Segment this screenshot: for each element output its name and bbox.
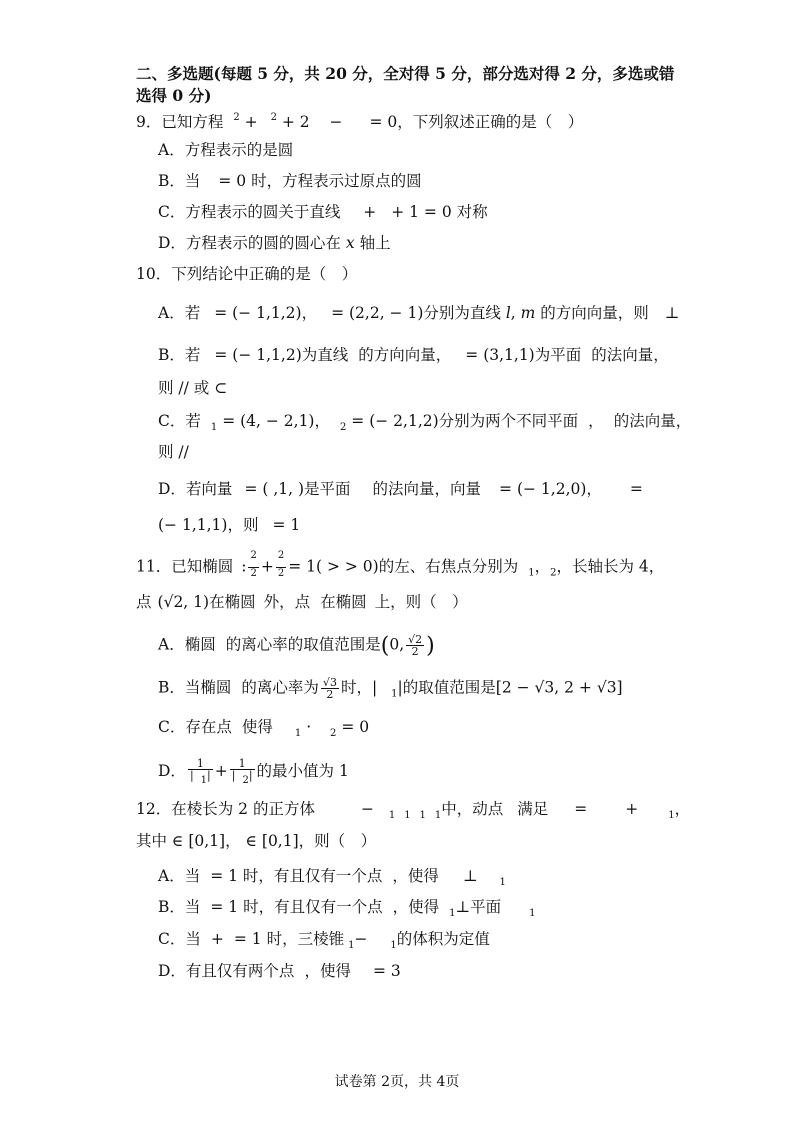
q11-a-frac: $\frac{√2}{2}$ xyxy=(408,633,423,658)
q10-option-c-cont: 则 // xyxy=(158,443,189,461)
q9-option-d: D．方程表示的圆的圆心在 x 轴上 xyxy=(158,234,391,252)
q9-stem: 9．已知方程 $^2$ + $^2$ + 2 − = 0，下列叙述正确的是（ ） xyxy=(136,112,584,131)
q9-option-c: C．方程表示的圆关于直线 + + 1 = 0 对称 xyxy=(158,203,488,221)
q12-option-d: D．有且仅有两个点 ，使得 = 3 xyxy=(158,962,401,980)
q10-stem: 10．下列结论中正确的是（ ） xyxy=(136,265,358,283)
q11-option-a: A．椭圆 的离心率的取值范围是(0, $\frac{√2}{2}$ ) xyxy=(158,633,435,659)
q9-option-a: A．方程表示的是圆 xyxy=(158,141,294,159)
q12-option-a: A．当 = 1 时，有且仅有一个点 ，使得 ⊥ $_1$ xyxy=(158,867,506,888)
q12-stem: 12．在棱长为 2 的正方体 − $_1$ $_1$ $_1$ $_1$中，动点 满足 = + $_1$， xyxy=(136,800,691,821)
q10-option-d-cont: (− 1,1,1)，则 = 1 xyxy=(158,516,301,534)
q12-option-b: B．当 = 1 时，有且仅有一个点 ，使得 $_1$⊥平面 $_1$ xyxy=(158,898,536,919)
q10-option-c: C．若 $_1$ = (4, − 2,1)， $_2$ = (− 2,1,2)分别为两个不同平面 ， 的法向量， xyxy=(158,412,692,433)
q12-stem-line2: 其中 ∈ [0,1]， ∈ [0,1]，则（ ） xyxy=(136,832,377,850)
q11-stem-line2: 点 (√2, 1)在椭圆 外，点 在椭圆 上，则（ ） xyxy=(136,593,468,611)
page-footer: 试卷第 2页，共 4页 xyxy=(334,1074,460,1090)
q11-frac-x: $\frac{2}{2}$ xyxy=(248,550,258,585)
q10-option-d: D．若向量 = ( ,1, )是平面 的法向量，向量 = (− 1,2,0)， = xyxy=(158,480,643,498)
q11-frac-y: $\frac{2}{2}$ xyxy=(276,550,286,585)
q9-option-b: B．当 = 0 时，方程表示过原点的圆 xyxy=(158,172,422,190)
q10-option-a: A．若 = (− 1,1,2)， = (2,2, − 1)分别为直线 l, m 的方向向量，则 ⊥ xyxy=(158,304,680,322)
q11-option-d: D． $\frac{1}{| 1|}$ + $\frac{1}{| 2|}$ 的最小值为 1 xyxy=(158,757,349,786)
q11-d-frac2: $\frac{1}{| 2|}$ xyxy=(231,757,253,786)
section-heading-line1: 二、多选题(每题 5 分，共 20 分，全对得 5 分，部分选对得 2 分，多选或错 xyxy=(136,64,675,83)
q11-option-b: B．当椭圆 的离心率为 $\frac{√3}{2}$ 时，| $_1$|的取值范围是[2 − √3, 2 + √3] xyxy=(158,676,623,701)
q12-option-c: C．当 + = 1 时，三棱锥 $_1$− $_1$的体积为定值 xyxy=(158,930,490,951)
q10-option-b-cont: 则 // 或 ⊂ xyxy=(158,379,228,397)
q11-option-c: C．存在点 使得 $_1$ · $_2$ = 0 xyxy=(158,718,370,739)
q11-stem: 11．已知椭圆 : $\frac{2}{2}$ + $\frac{2}{2}$ = 1( > > 0)的左、右焦点分别为 $_1$，$_2$，长轴长为 4， xyxy=(136,550,664,585)
q11-d-frac1: $\frac{1}{| 1|}$ xyxy=(189,757,211,786)
q10-option-b: B．若 = (− 1,1,2)为直线 的方向向量， = (3,1,1)为平面 的法向量， xyxy=(158,346,669,364)
section-heading-line2: 选得 0 分) xyxy=(136,86,212,105)
q11-b-frac: $\frac{√3}{2}$ xyxy=(322,676,337,701)
